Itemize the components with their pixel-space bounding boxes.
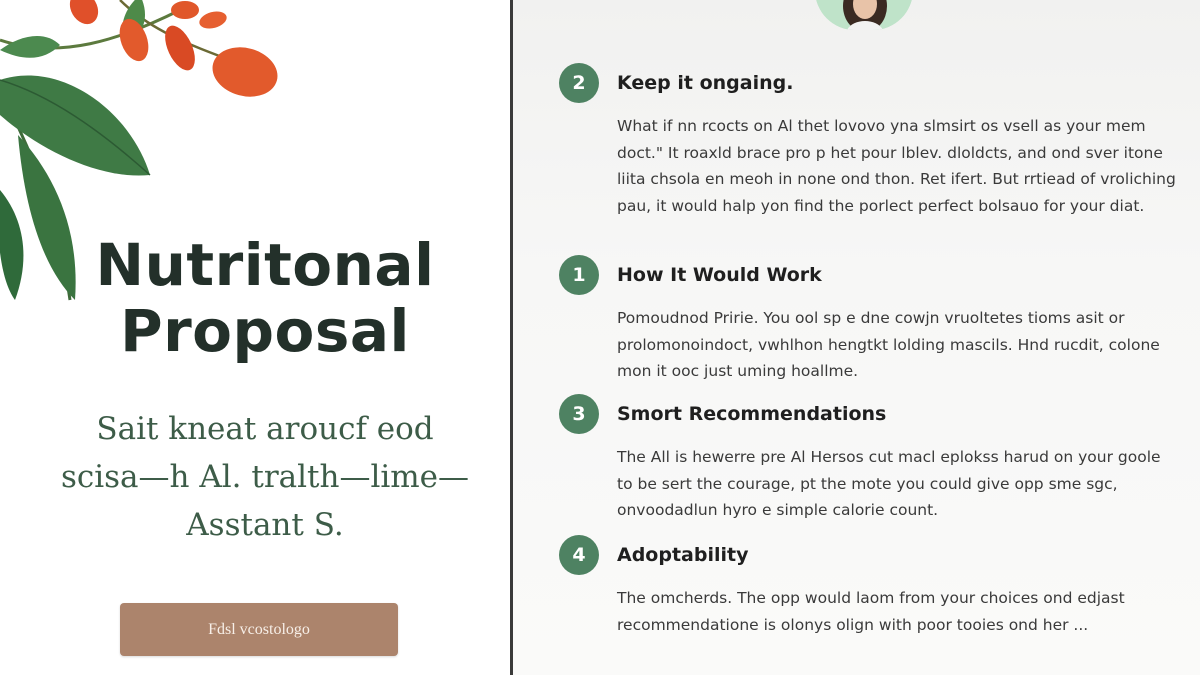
- cover-title: [0, 232, 510, 364]
- person-portrait-icon: [815, 0, 913, 30]
- section-title: How It Would Work: [617, 264, 822, 286]
- section-how-it-works: [559, 255, 1179, 385]
- section-keep-engaging: [559, 63, 1179, 219]
- cover-subtitle-line2: scisa—h Al. tralth—lime—: [60, 459, 470, 495]
- section-header: [559, 63, 1179, 103]
- section-header: [559, 394, 1179, 434]
- section-body: The All is hewerre pre Al Hersos cut macl eplokss harud on your goole to be sert the courage, pt the mote you could give opp sme sgc, onvoodadlun hyro e simple calorie count.: [617, 448, 1161, 519]
- cover-cta-button[interactable]: Fdsl vcostologo: [120, 603, 398, 656]
- section-number-badge: 1: [559, 255, 599, 295]
- cover-subtitle-line1: Sait kneat aroucf eod: [96, 411, 434, 447]
- presenter-avatar: [815, 0, 913, 30]
- section-number-badge: 3: [559, 394, 599, 434]
- cover-subtitle-line3: Asstant S.: [186, 507, 344, 543]
- section-body: The omcherds. The opp would laom from your choices ond edjast recommendatione is olonys olign with poor tooies ond her ...: [617, 589, 1125, 634]
- section-adaptability: [559, 535, 1179, 638]
- cover-panel: [0, 0, 510, 675]
- section-body: What if nn rcocts on Al thet lovovo yna slmsirt os vsell as your mem doct." It roaxld brace pro p het pour lblev. dloldcts, and ond sver itone liita chsola en meoh in none ond thon. Ret ifert. But rrtiead of vroliching pau, it would halp yon find the porlect perfect bolsauo for your diat.: [617, 117, 1176, 215]
- section-number-badge: 4: [559, 535, 599, 575]
- section-header: [559, 535, 1179, 575]
- section-title: Adoptability: [617, 544, 749, 566]
- section-header: [559, 255, 1179, 295]
- section-title: Keep it ongaing.: [617, 72, 794, 94]
- cover-title-line1: Nutritonal: [95, 231, 435, 299]
- content-panel: [513, 0, 1200, 675]
- section-number-badge: 2: [559, 63, 599, 103]
- section-smart-recommendations: [559, 394, 1179, 524]
- cover-title-line2: Proposal: [120, 297, 410, 365]
- cover-subtitle: [40, 405, 490, 549]
- section-body: Pomoudnod Pririe. You ool sp e dne cowjn vruoltetes tioms asit or prolomonoindoct, vwhlhon hengtkt lolding mascils. Hnd rucdit, colone mon it ooc just uming hoallme.: [617, 309, 1160, 380]
- section-title: Smort Recommendations: [617, 403, 887, 425]
